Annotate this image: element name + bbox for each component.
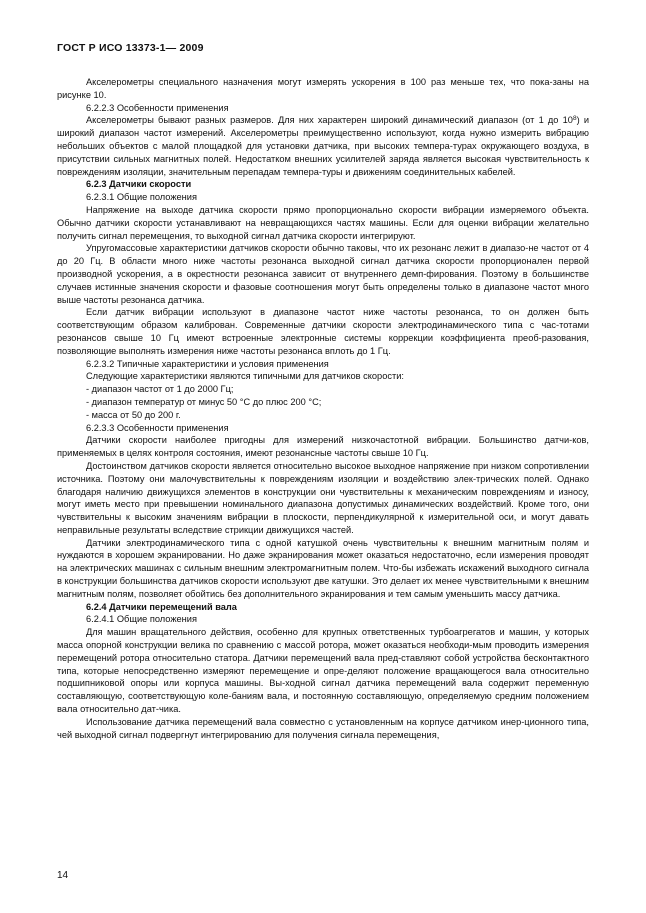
paragraph: Следующие характеристики являются типичными для датчиков скорости: — [86, 371, 404, 382]
paragraph — [57, 114, 589, 178]
document-header: ГОСТ Р ИСО 13373-1— 2009 — [57, 42, 204, 54]
paragraph: Напряжение на выходе датчика скорости прямо пропорционально скорости вибрации измеряемого объекта. Обычно датчики скорости устанавливают на невращающихся частях машины. Если для оценки вибрации желательно получить сигнал перемещения, то выходной сигнал датчика скорости интегрируют. — [57, 204, 589, 241]
paragraph: Достоинством датчиков скорости является относительно высокое выходное напряжение при низком сопротивлении источника. Поэтому они малочувствительны к повреждениям изоляции и воздействию элек-трических полей. Однако благодаря наличию движущихся элементов в конструкции они чувствительны к механическим повреждениям и износу, могут иметь место при превышении номинального диапазона допустимых динамических воздействий. Кроме того, они чувствительны к высоким значениям вибрации в плоскости, перпендикулярной к измерительной оси, и могут давать неправильные результаты вследствие стрикции движущихся частей. — [57, 460, 589, 535]
document-body — [57, 76, 589, 741]
subsection-title: 6.2.3.3 Особенности применения — [86, 422, 229, 433]
paragraph: Акселерометры специального назначения могут измерять ускорения в 100 раз меньше тех, что пока-заны на рисунке 10. — [57, 77, 589, 100]
paragraph: Упругомассовые характеристики датчиков скорости обычно таковы, что их резонанс лежит в диапазо-не частот от 4 до 20 Гц. В области много ниже частоты резонанса выходной сигнал датчика скорости пропорционален первой производной ускорения, а в окрестности резонанса зависит от внутреннего демп-фирования. Поэтому в большинстве случаев истинные значения скорости и фазовые соотношения могут быть определены только в диапазоне частот много выше частоты резонанса датчика. — [57, 243, 589, 305]
text-segment: Акселерометры бывают разных размеров. Для них характерен широкий динамический диапазон (от 1 до 10 — [86, 115, 573, 126]
subsection-title: 6.2.2.3 Особенности применения — [86, 102, 229, 113]
text-segment: ) и широкий диапазон частот измерений. Акселерометры преимущественно используют, когда нужно измерить вибрацию небольших объектов с малой площадкой для установки датчика, при высоких темпера-турах окружающего воздуха, в присутствии сильных магнитных полей. Недостатком внешних усилителей заряда является высокая чувствительность к повреждениям изоляции, значительным перепадам темпера-туры и движениям соединительных кабелей. — [57, 115, 589, 177]
subsection-title: 6.2.4.1 Общие положения — [86, 614, 197, 625]
paragraph: Использование датчика перемещений вала совместно с установленным на корпусе датчиком инер-ционного типа, чей выходной сигнал подвергнут интегрированию для получения сигнала перемещения, — [57, 716, 589, 740]
paragraph: Для машин вращательного действия, особенно для крупных ответственных турбоагрегатов и машин, у которых масса опорной конструкции велика по сравнению с массой ротора, может оказаться необходи-мым проводить измерения перемещений ротора относительно статора. Датчики перемещений вала пред-ставляют собой устройства бесконтактного типа, которые непосредственно измеряют перемещение и опре-деляют положение вращающегося вала относительно подшипниковой опоры или корпуса машины. Вы-ходной сигнал датчика перемещений вала содержит переменную составляющую, соответствующую коле-баниям вала, и постоянную составляющую, определяемую средним положением вала относительно дат-чика. — [57, 627, 589, 715]
paragraph: Датчики электродинамического типа с одной катушкой очень чувствительны к внешним магнитным полям и нуждаются в хорошем экранировании. Но даже экранирования может оказаться недостаточно, если измерения проводят на электрических машинах с сильным внешним электромагнитным полем. Что-бы избежать искажений выходного сигнала в конструкции большинства датчиков скорости используют две катушки. Это делает их менее чувствительными к внешним магнитным полям, позволяет обойтись без дополнительного экранирования и тем самым уменьшить массу датчика. — [57, 537, 589, 599]
superscript: 8 — [572, 115, 577, 123]
list-item: - диапазон температур от минус 50 °С до плюс 200 °С; — [86, 396, 322, 407]
page-number: 14 — [57, 870, 69, 881]
subsection-title: 6.2.3.2 Типичные характеристики и условия применения — [86, 358, 329, 369]
section-heading: 6.2.4 Датчики перемещений вала — [86, 601, 237, 612]
section-heading: 6.2.3 Датчики скорости — [86, 179, 192, 190]
list-item: - масса от 50 до 200 г. — [86, 409, 181, 420]
paragraph: Датчики скорости наиболее пригодны для измерений низкочастотной вибрации. Большинство датчи-ков, применяемых в целях контроля состояния, имеют резонансные частоты свыше 10 Гц. — [57, 435, 589, 459]
list-item: - диапазон частот от 1 до 2000 Гц; — [86, 384, 234, 395]
subsection-title: 6.2.3.1 Общие положения — [86, 192, 197, 203]
paragraph: Если датчик вибрации используют в диапазоне частот ниже частоты резонанса, то он должен быть соответствующим образом калиброван. Современные датчики скорости электродинамического типа с час-тотами резонансов свыше 10 Гц имеют встроенные электронные системы коррекции коэффициента преоб-разования, позволяющие выполнять измерения ниже частоты резонанса вплоть до 1 Гц. — [57, 307, 589, 356]
